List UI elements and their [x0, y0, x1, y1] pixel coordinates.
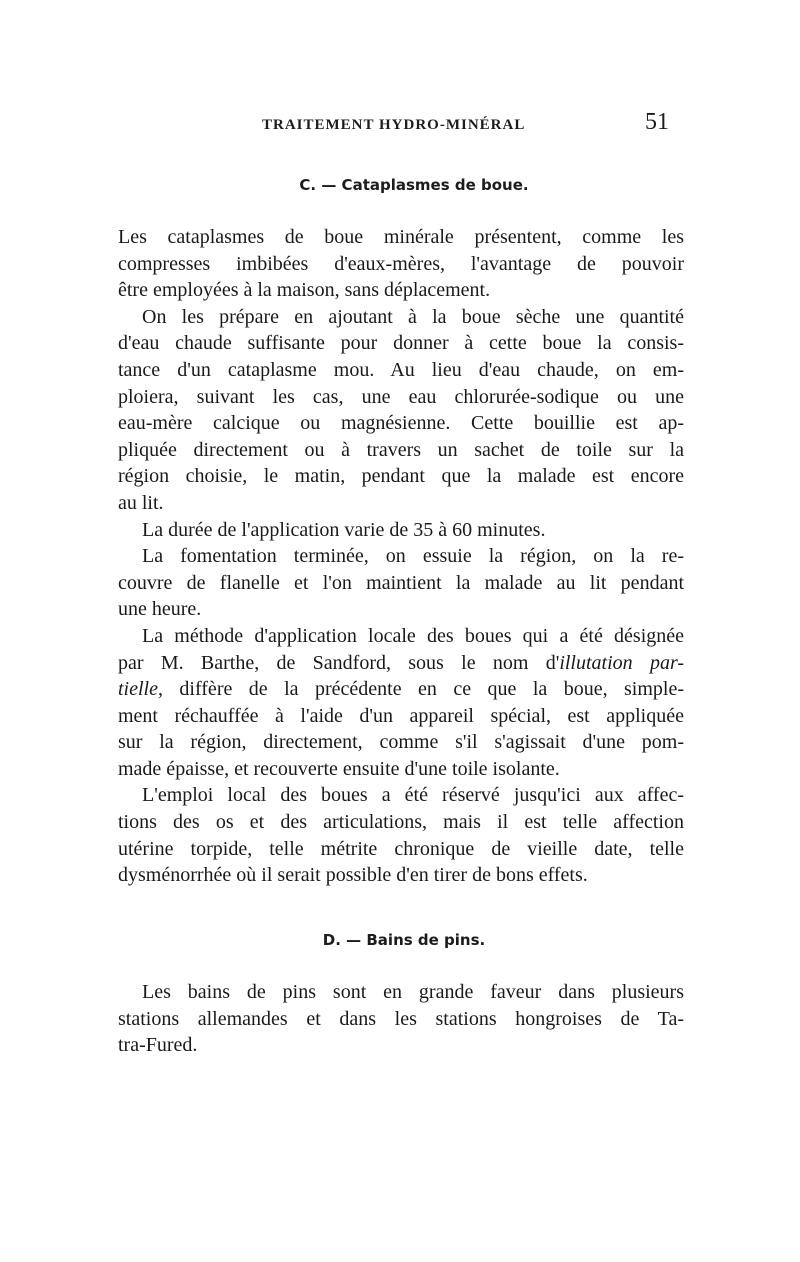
- text-line: dysménorrhée où il serait possible d'en tirer de bons effets.: [118, 864, 588, 887]
- text-line: ploiera, suivant les cas, une eau chlorurée-sodique ou une: [118, 385, 684, 408]
- text-line: couvre de flanelle et l'on maintient la malade au lit pendant: [118, 571, 684, 594]
- text-line: pliquée directement ou à travers un sachet de toile sur la: [118, 438, 684, 461]
- text-line: une heure.: [118, 598, 202, 621]
- running-title: TRAITEMENT HYDRO-MINÉRAL: [262, 117, 526, 133]
- text-line: Les cataplasmes de boue minérale présentent, comme les: [118, 226, 684, 248]
- text-line: ment réchauffée à l'aide d'un appareil spécial, est appliquée: [118, 704, 684, 727]
- section-heading-d: D. — Bains de pins.: [322, 931, 486, 949]
- text-line: tance d'un cataplasme mou. Au lieu d'eau chaude, on em-: [118, 358, 684, 381]
- text-line: stations allemandes et dans les stations hongroises de Ta-: [118, 1007, 684, 1030]
- text-line: tra-Fured.: [118, 1034, 198, 1057]
- text-line: eau-mère calcique ou magnésienne. Cette bouillie est ap-: [118, 412, 684, 435]
- text-line: La fomentation terminée, on essuie la région, on la re-: [142, 545, 684, 568]
- section-c-text: [118, 224, 684, 889]
- italic-term: tielle: [118, 678, 158, 701]
- text-line: Les bains de pins sont en grande faveur dans plusieurs: [142, 981, 684, 1003]
- text-fragment: , diffère de la précédente en ce que la boue, simple-: [157, 678, 684, 701]
- text-line: La durée de l'application varie de 35 à 60 minutes.: [142, 518, 546, 541]
- text-line: région choisie, le matin, pendant que la malade est encore: [118, 465, 684, 488]
- text-line: made épaisse, et recouverte ensuite d'une toile isolante.: [118, 757, 560, 780]
- text-line: [118, 650, 684, 677]
- text-line: compresses imbibées d'eaux-mères, l'avantage de pouvoir: [118, 252, 684, 275]
- text-line: sur la région, directement, comme s'il s'agissait d'une pom-: [118, 731, 684, 754]
- section-d-text: [118, 979, 684, 1059]
- text-line: tions des os et des articulations, mais il est telle affection: [118, 811, 684, 834]
- section-heading-c: C. — Cataplasmes de boue.: [299, 176, 529, 194]
- text-line: [118, 676, 684, 703]
- text-line: La méthode d'application locale des boues qui a été désignée: [142, 624, 684, 647]
- text-line: être employées à la maison, sans déplacement.: [118, 279, 491, 302]
- text-fragment: par M. Barthe, de Sandford, sous le nom d': [118, 651, 560, 674]
- text-line: utérine torpide, telle métrite chronique de vieille date, telle: [118, 837, 684, 860]
- page-number: 51: [645, 109, 669, 135]
- italic-term: illutation par-: [559, 651, 684, 674]
- text-line: au lit.: [118, 491, 164, 514]
- text-line: L'emploi local des boues a été réservé jusqu'ici aux affec-: [142, 784, 684, 807]
- text-line: d'eau chaude suffisante pour donner à cette boue la consis-: [118, 332, 684, 355]
- text-line: On les prépare en ajoutant à la boue sèche une quantité: [142, 305, 684, 328]
